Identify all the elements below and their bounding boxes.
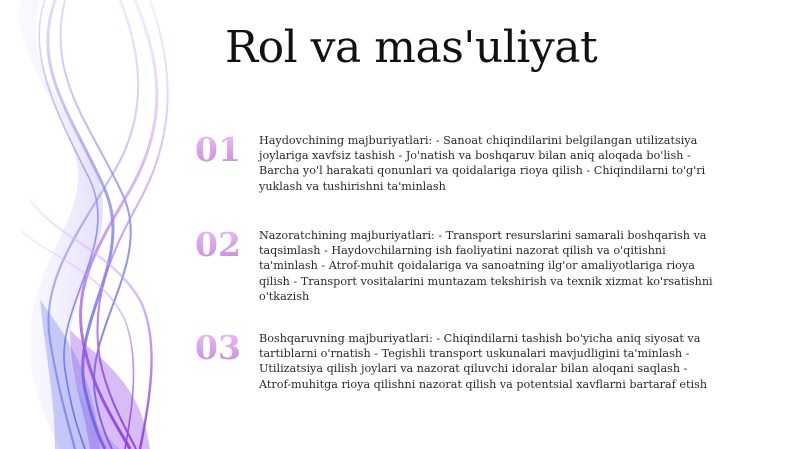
item-text: Haydovchining majburiyatlari: - Sanoat chiqindilarini belgilangan utilizatsiya joylariga xavfsiz tashish - Jo'natish va boshqaruv bilan aniq aloqada bo'lish - Barcha yo'l harakati qonunlari va qoidalariga rioya qilish - Chiqindilarni to'g'ri yuklash va tushirishni ta'minlash	[259, 134, 706, 193]
item-number: 02	[195, 228, 255, 261]
item-text: Nazoratchining majburiyatlari: - Transport resurslarini samarali boshqarish va taqsimlash - Haydovchilarning ish faoliyatini nazorat qilish va o'qitishni ta'minlash - Atrof-muhit qoidalariga va sanoatning ilg'or amaliyotlariga rioya qilish - Transport vositalarini muntazam tekshirish va texnik xizmat ko'rsatishni o'tkazish	[259, 229, 713, 303]
decorative-wave-graphic	[0, 0, 220, 449]
item-text: Boshqaruvning majburiyatlari: - Chiqindilarni tashish bo'yicha aniq siyosat va tartiblarni o'rnatish - Tegishli transport uskunalari mavjudligini ta'minlash - Utilizatsiya qilish joylari va nazorat qiluvchi idoralar bilan aloqani saqlash - Atrof-muhitga rioya qilishni nazorat qilish va potentsial xavflarni bartaraf etish	[259, 332, 708, 391]
item-number: 03	[195, 331, 255, 364]
slide-title: Rol va mas'uliyat	[225, 22, 598, 73]
item-number: 01	[195, 133, 255, 166]
